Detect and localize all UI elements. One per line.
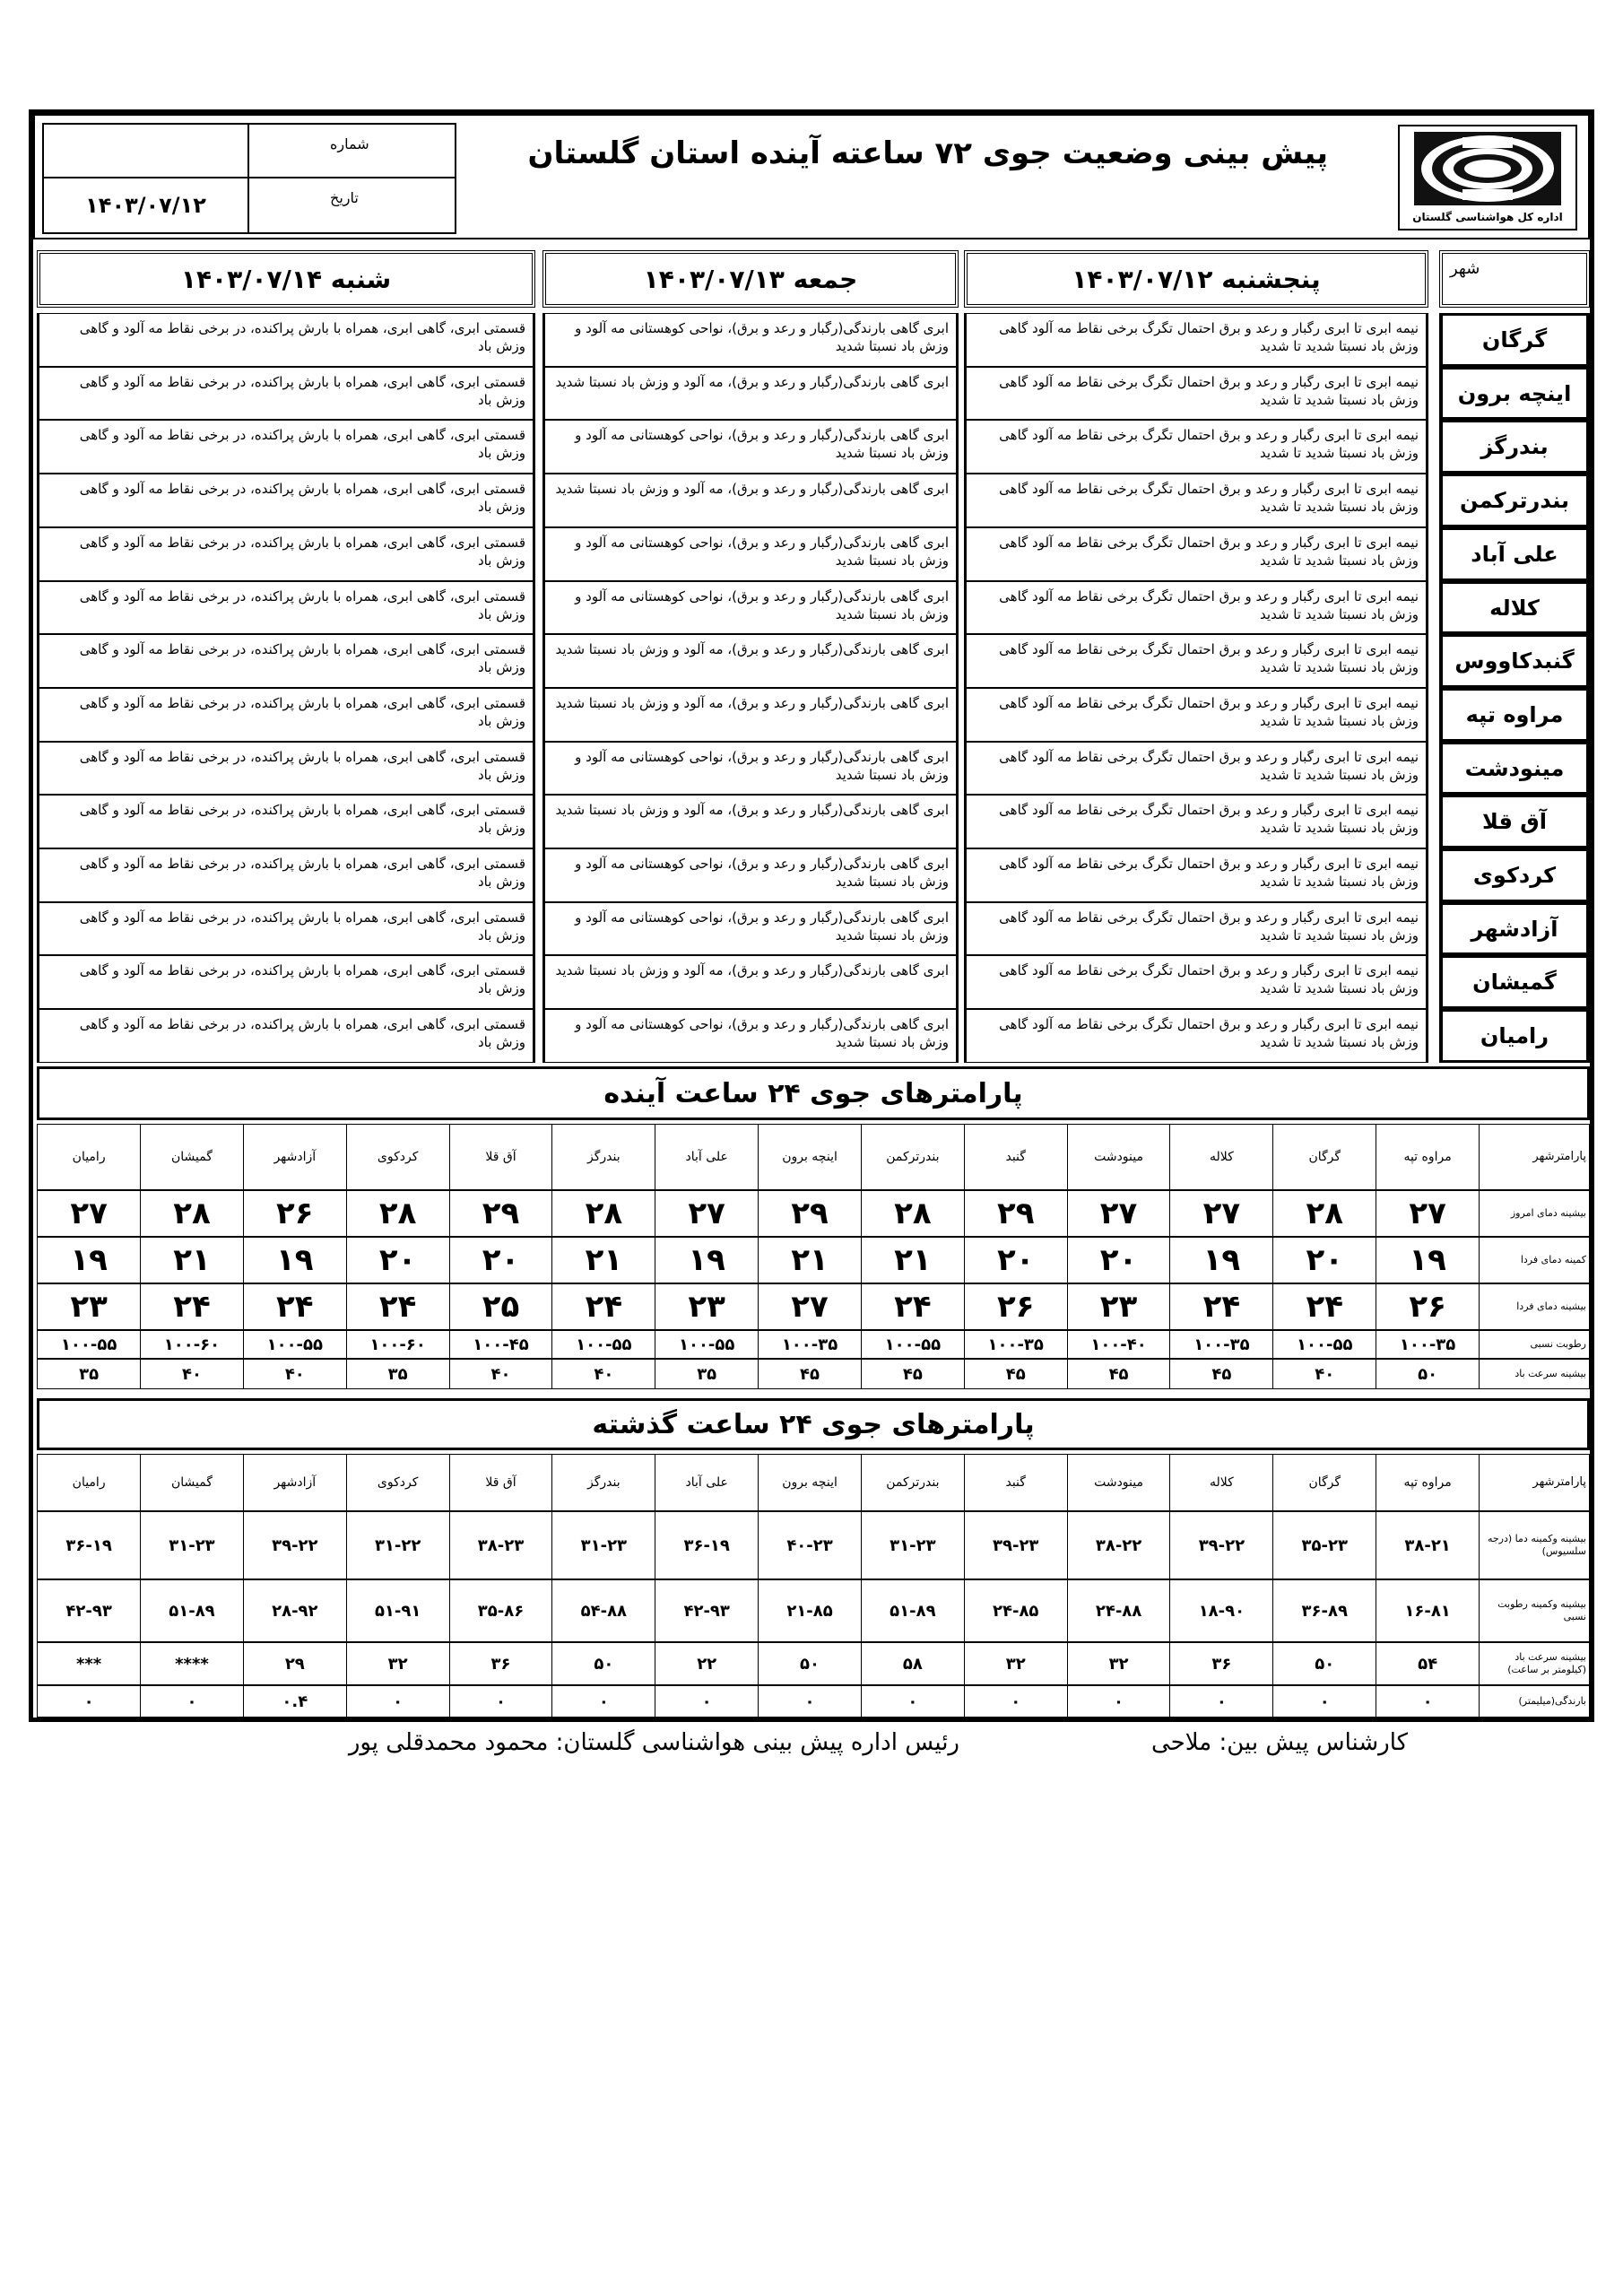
param-value: ۲۶ (964, 1283, 1067, 1330)
next24-row (37, 1330, 1590, 1359)
param-value: ۲۷ (37, 1190, 140, 1237)
param-value: ۰ (449, 1685, 552, 1718)
param-label: بیشینه وکمینه رطوبت نسبی (1479, 1579, 1590, 1642)
param-value: **** (140, 1642, 243, 1685)
past24-title: پارامترهای جوی ۲۴ ساعت گذشته (37, 1398, 1590, 1450)
param-value: ۲۴ (1272, 1283, 1376, 1330)
param-value: ۲۵ (449, 1283, 552, 1330)
forecast-day2: ابری گاهی بارندگی(رگبار و رعد و برق)، نواحی کوهستانی مه آلود و وزش باد نسبتا شدید (542, 742, 959, 795)
past24-header-row (37, 1454, 1590, 1511)
forecast-day1: نیمه ابری تا ابری رگبار و رعد و برق احتمال تگرگ برخی نقاط مه آلود گاهی وزش باد نسبتا شدید تا شدید (964, 955, 1428, 1009)
param-value: ۳۹-۲۳ (964, 1511, 1067, 1579)
forecast-day1: نیمه ابری تا ابری رگبار و رعد و برق احتمال تگرگ برخی نقاط مه آلود گاهی وزش باد نسبتا شدید تا شدید (964, 581, 1428, 634)
city-name: گمیشان (1439, 955, 1590, 1009)
forecast-day2: ابری گاهی بارندگی(رگبار و رعد و برق)، نواحی کوهستانی مه آلود و وزش باد نسبتا شدید (542, 313, 959, 367)
param-value: ۲۴ (551, 1283, 655, 1330)
param-value: ۲۰ (964, 1237, 1067, 1283)
forecast-day3: قسمتی ابری، گاهی ابری، همراه با بارش پراکنده، در برخی نقاط مه آلود و گاهی وزش باد (37, 581, 535, 634)
bulletin-sheet (29, 109, 1594, 1722)
param-city: گنبد (964, 1124, 1067, 1190)
param-value: ۱۰۰-۳۵ (1376, 1330, 1479, 1359)
city-name: گنبدکاووس (1439, 634, 1590, 688)
forecast-day2: ابری گاهی بارندگی(رگبار و رعد و برق)، مه آلود و وزش باد نسبتا شدید (542, 367, 959, 420)
number-label: شماره (249, 125, 455, 178)
param-value: ۲۱ (551, 1237, 655, 1283)
param-label: بیشینه دمای فردا (1479, 1283, 1590, 1330)
number-date-box (42, 123, 456, 234)
param-value: ۱۹ (1169, 1237, 1272, 1283)
param-value: ۳۱-۲۲ (346, 1511, 449, 1579)
param-label: بیشینه سرعت باد (کیلومتر بر ساعت) (1479, 1642, 1590, 1685)
param-value: ۵۱-۸۹ (861, 1579, 964, 1642)
param-value: ۴۰ (140, 1359, 243, 1389)
param-value: ۰ (861, 1685, 964, 1718)
forecast-day2: ابری گاهی بارندگی(رگبار و رعد و برق)، نواحی کوهستانی مه آلود و وزش باد نسبتا شدید (542, 420, 959, 474)
param-corner: پارامترشهر (1479, 1124, 1590, 1190)
param-value: ۲۸-۹۲ (243, 1579, 346, 1642)
param-value: ۲۸ (1272, 1190, 1376, 1237)
param-value: ۲۳ (655, 1283, 758, 1330)
param-value: ۰ (1169, 1685, 1272, 1718)
param-city: اینچه برون (758, 1454, 861, 1511)
past24-row (37, 1511, 1590, 1579)
forecast-day1: نیمه ابری تا ابری رگبار و رعد و برق احتمال تگرگ برخی نقاط مه آلود گاهی وزش باد نسبتا شدید تا شدید (964, 742, 1428, 795)
param-value: ۴۰ (1272, 1359, 1376, 1389)
param-value: ۱۰۰-۶۰ (346, 1330, 449, 1359)
param-value: ۱۸-۹۰ (1169, 1579, 1272, 1642)
day-header-2: جمعه ۱۴۰۳/۰۷/۱۳ (542, 250, 959, 308)
city-name: رامیان (1439, 1009, 1590, 1063)
param-value: ۴۲-۹۳ (655, 1579, 758, 1642)
param-value: ۳۶-۱۹ (655, 1511, 758, 1579)
next24-row (37, 1190, 1590, 1237)
param-value: ۱۹ (1376, 1237, 1479, 1283)
param-city: بندرگز (551, 1454, 655, 1511)
forecast-day3: قسمتی ابری، گاهی ابری، همراه با بارش پراکنده، در برخی نقاط مه آلود و گاهی وزش باد (37, 742, 535, 795)
param-city: اینچه برون (758, 1124, 861, 1190)
param-city: مراوه تپه (1376, 1454, 1479, 1511)
param-value: ۲۳ (1067, 1283, 1170, 1330)
param-value: ۳۵-۸۶ (449, 1579, 552, 1642)
param-value: ۵۱-۹۱ (346, 1579, 449, 1642)
param-value: ۲۶ (243, 1190, 346, 1237)
param-city: علی آباد (655, 1454, 758, 1511)
param-value: ۰.۴ (243, 1685, 346, 1718)
forecast-day1: نیمه ابری تا ابری رگبار و رعد و برق احتمال تگرگ برخی نقاط مه آلود گاهی وزش باد نسبتا شدید تا شدید (964, 420, 1428, 474)
param-city: گرگان (1272, 1124, 1376, 1190)
param-value: ۳۸-۲۲ (1067, 1511, 1170, 1579)
page-title: پیش بینی وضعیت جوی ۷۲ ساعته آینده استان گلستان (527, 135, 1328, 171)
param-value: ۰ (964, 1685, 1067, 1718)
param-value: ۲۹ (758, 1190, 861, 1237)
date-label: تاریخ (330, 189, 359, 206)
param-city: کلاله (1169, 1454, 1272, 1511)
param-value: ۳۹-۲۲ (243, 1511, 346, 1579)
param-value: ۳۶-۱۹ (37, 1511, 140, 1579)
param-value: ۴۵ (964, 1359, 1067, 1389)
forecast-day2: ابری گاهی بارندگی(رگبار و رعد و برق)، نواحی کوهستانی مه آلود و وزش باد نسبتا شدید (542, 581, 959, 634)
param-value: ۰ (1272, 1685, 1376, 1718)
param-value: ۲۲ (655, 1642, 758, 1685)
param-value: ۳۵-۲۳ (1272, 1511, 1376, 1579)
param-label: بارندگی(میلیمتر) (1479, 1685, 1590, 1718)
param-label: بیشینه سرعت باد (1479, 1359, 1590, 1389)
date-value: ۱۴۰۳/۰۷/۱۲ (44, 178, 249, 232)
city-name: اینچه برون (1439, 367, 1590, 420)
forecast-day3: قسمتی ابری، گاهی ابری، همراه با بارش پراکنده، در برخی نقاط مه آلود و گاهی وزش باد (37, 955, 535, 1009)
city-name: علی آباد (1439, 527, 1590, 581)
param-value: ۲۱-۸۵ (758, 1579, 861, 1642)
param-value: ۵۴-۸۸ (551, 1579, 655, 1642)
param-value: ۲۳ (37, 1283, 140, 1330)
param-value: ۳۵ (346, 1359, 449, 1389)
param-value: ۰ (140, 1685, 243, 1718)
param-value: ۰ (551, 1685, 655, 1718)
param-value: ۲۸ (551, 1190, 655, 1237)
forecast-day3: قسمتی ابری، گاهی ابری، همراه با بارش پراکنده، در برخی نقاط مه آلود و گاهی وزش باد (37, 1009, 535, 1063)
param-value: ۲۰ (346, 1237, 449, 1283)
param-city: کردکوی (346, 1124, 449, 1190)
param-value: ۲۷ (1376, 1190, 1479, 1237)
param-value: ۰ (1067, 1685, 1170, 1718)
city-header: شهر (1439, 250, 1590, 308)
param-city: آق قلا (449, 1454, 552, 1511)
param-value: ۳۲ (346, 1642, 449, 1685)
param-value: ۲۰ (1272, 1237, 1376, 1283)
forecast-table (37, 313, 1590, 1063)
param-value: ۲۷ (655, 1190, 758, 1237)
param-corner: پارامترشهر (1479, 1454, 1590, 1511)
param-value: ۴۰-۲۳ (758, 1511, 861, 1579)
param-city: گمیشان (140, 1124, 243, 1190)
forecast-day2: ابری گاهی بارندگی(رگبار و رعد و برق)، مه آلود و وزش باد نسبتا شدید (542, 795, 959, 848)
param-value: ۱۰۰-۴۰ (1067, 1330, 1170, 1359)
param-city: بندرگز (551, 1124, 655, 1190)
param-value: ۱۰۰-۵۵ (551, 1330, 655, 1359)
city-name: مینودشت (1439, 742, 1590, 795)
header-box (33, 114, 1590, 239)
param-city: گمیشان (140, 1454, 243, 1511)
param-city: بندرترکمن (861, 1454, 964, 1511)
forecast-day2: ابری گاهی بارندگی(رگبار و رعد و برق)، نواحی کوهستانی مه آلود و وزش باد نسبتا شدید (542, 902, 959, 955)
param-city: مینودشت (1067, 1454, 1170, 1511)
footer-forecaster: کارشناس پیش بین: ملاحی (1151, 1729, 1408, 1756)
forecast-day2: ابری گاهی بارندگی(رگبار و رعد و برق)، مه آلود و وزش باد نسبتا شدید (542, 634, 959, 688)
forecast-day2: ابری گاهی بارندگی(رگبار و رعد و برق)، مه آلود و وزش باد نسبتا شدید (542, 955, 959, 1009)
next24-table (37, 1124, 1590, 1393)
param-value: ۱۰۰-۳۵ (758, 1330, 861, 1359)
param-value: ۳۲ (964, 1642, 1067, 1685)
city-name: گرگان (1439, 313, 1590, 367)
forecast-day1: نیمه ابری تا ابری رگبار و رعد و برق احتمال تگرگ برخی نقاط مه آلود گاهی وزش باد نسبتا شدید تا شدید (964, 688, 1428, 742)
next24-row (37, 1237, 1590, 1283)
forecast-day1: نیمه ابری تا ابری رگبار و رعد و برق احتمال تگرگ برخی نقاط مه آلود گاهی وزش باد نسبتا شدید تا شدید (964, 1009, 1428, 1063)
param-value: ۰ (346, 1685, 449, 1718)
forecast-day2: ابری گاهی بارندگی(رگبار و رعد و برق)، نواحی کوهستانی مه آلود و وزش باد نسبتا شدید (542, 848, 959, 902)
param-value: ۵۰ (551, 1642, 655, 1685)
logo-caption: اداره کل هواشناسی گلستان (1412, 211, 1563, 223)
param-label: رطوبت نسبی (1479, 1330, 1590, 1359)
param-value: ۵۰ (758, 1642, 861, 1685)
param-value: ۲۱ (758, 1237, 861, 1283)
param-value: ۲۸ (861, 1190, 964, 1237)
param-value: ۵۰ (1272, 1642, 1376, 1685)
param-value: ۱۰۰-۵۵ (1272, 1330, 1376, 1359)
param-value: ۳۸-۲۱ (1376, 1511, 1479, 1579)
param-value: ۰ (655, 1685, 758, 1718)
param-city: آزادشهر (243, 1124, 346, 1190)
param-value: ۳۶-۸۹ (1272, 1579, 1376, 1642)
param-value: ۲۸ (346, 1190, 449, 1237)
param-value: ۴۰ (449, 1359, 552, 1389)
param-label: بیشینه دمای امروز (1479, 1190, 1590, 1237)
param-value: ۲۴ (243, 1283, 346, 1330)
forecast-day3: قسمتی ابری، گاهی ابری، همراه با بارش پراکنده، در برخی نقاط مه آلود و گاهی وزش باد (37, 902, 535, 955)
forecast-day1: نیمه ابری تا ابری رگبار و رعد و برق احتمال تگرگ برخی نقاط مه آلود گاهی وزش باد نسبتا شدید تا شدید (964, 313, 1428, 367)
param-value: ۲۷ (1067, 1190, 1170, 1237)
city-name: مراوه تپه (1439, 688, 1590, 742)
past24-row (37, 1685, 1590, 1718)
param-value: ۲۹ (243, 1642, 346, 1685)
city-name: آق قلا (1439, 795, 1590, 848)
param-value: ۲۱ (861, 1237, 964, 1283)
param-city: گرگان (1272, 1454, 1376, 1511)
param-value: ۵۰ (1376, 1359, 1479, 1389)
param-value: ۴۵ (1067, 1359, 1170, 1389)
next24-row (37, 1359, 1590, 1389)
forecast-day3: قسمتی ابری، گاهی ابری، همراه با بارش پراکنده، در برخی نقاط مه آلود و گاهی وزش باد (37, 634, 535, 688)
param-value: ۱۰۰-۴۵ (449, 1330, 552, 1359)
param-city: کردکوی (346, 1454, 449, 1511)
next24-header-row (37, 1124, 1590, 1190)
param-value: ۲۸ (140, 1190, 243, 1237)
param-value: *** (37, 1642, 140, 1685)
city-name: بندرترکمن (1439, 474, 1590, 527)
forecast-day1: نیمه ابری تا ابری رگبار و رعد و برق احتمال تگرگ برخی نقاط مه آلود گاهی وزش باد نسبتا شدید تا شدید (964, 848, 1428, 902)
param-value: ۳۵ (655, 1359, 758, 1389)
past24-row (37, 1579, 1590, 1642)
param-value: ۱۰۰-۵۵ (655, 1330, 758, 1359)
param-city: مینودشت (1067, 1124, 1170, 1190)
forecast-day3: قسمتی ابری، گاهی ابری، همراه با بارش پراکنده، در برخی نقاط مه آلود و گاهی وزش باد (37, 367, 535, 420)
past24-row (37, 1642, 1590, 1685)
param-value: ۲۴ (140, 1283, 243, 1330)
param-value: ۲۰ (449, 1237, 552, 1283)
param-city: آزادشهر (243, 1454, 346, 1511)
param-value: ۲۹ (964, 1190, 1067, 1237)
forecast-day1: نیمه ابری تا ابری رگبار و رعد و برق احتمال تگرگ برخی نقاط مه آلود گاهی وزش باد نسبتا شدید تا شدید (964, 634, 1428, 688)
footer-head: رئیس اداره پیش بینی هواشناسی گلستان: محمود محمدقلی پور (348, 1729, 959, 1756)
param-value: ۱۹ (655, 1237, 758, 1283)
param-value: ۴۵ (758, 1359, 861, 1389)
param-value: ۳۶ (449, 1642, 552, 1685)
param-city: کلاله (1169, 1124, 1272, 1190)
param-value: ۱۶-۸۱ (1376, 1579, 1479, 1642)
forecast-day1: نیمه ابری تا ابری رگبار و رعد و برق احتمال تگرگ برخی نقاط مه آلود گاهی وزش باد نسبتا شدید تا شدید (964, 527, 1428, 581)
param-city: رامیان (37, 1454, 140, 1511)
param-value: ۴۰ (243, 1359, 346, 1389)
param-label: کمینه دمای فردا (1479, 1237, 1590, 1283)
param-value: ۵۱-۸۹ (140, 1579, 243, 1642)
param-value: ۲۶ (1376, 1283, 1479, 1330)
forecast-day3: قسمتی ابری، گاهی ابری، همراه با بارش پراکنده، در برخی نقاط مه آلود و گاهی وزش باد (37, 848, 535, 902)
forecast-day2: ابری گاهی بارندگی(رگبار و رعد و برق)، مه آلود و وزش باد نسبتا شدید (542, 688, 959, 742)
forecast-day3: قسمتی ابری، گاهی ابری، همراه با بارش پراکنده، در برخی نقاط مه آلود و گاهی وزش باد (37, 474, 535, 527)
param-city: علی آباد (655, 1124, 758, 1190)
param-value: ۲۱ (140, 1237, 243, 1283)
param-value: ۲۴-۸۸ (1067, 1579, 1170, 1642)
param-city: مراوه تپه (1376, 1124, 1479, 1190)
param-value: ۰ (758, 1685, 861, 1718)
param-value: ۱۰۰-۳۵ (964, 1330, 1067, 1359)
param-value: ۰ (1376, 1685, 1479, 1718)
forecast-day3: قسمتی ابری، گاهی ابری، همراه با بارش پراکنده، در برخی نقاط مه آلود و گاهی وزش باد (37, 795, 535, 848)
param-value: ۴۲-۹۳ (37, 1579, 140, 1642)
param-value: ۳۸-۲۳ (449, 1511, 552, 1579)
number-value-cell (44, 125, 249, 178)
day-header-1: پنجشنبه ۱۴۰۳/۰۷/۱۲ (964, 250, 1428, 308)
city-name: آزادشهر (1439, 902, 1590, 955)
forecast-day3: قسمتی ابری، گاهی ابری، همراه با بارش پراکنده، در برخی نقاط مه آلود و گاهی وزش باد (37, 527, 535, 581)
param-label: بیشینه وکمینه دما (درجه سلسیوس) (1479, 1511, 1590, 1579)
param-value: ۲۴ (1169, 1283, 1272, 1330)
param-value: ۵۸ (861, 1642, 964, 1685)
param-value: ۱۰۰-۵۵ (37, 1330, 140, 1359)
param-value: ۰ (37, 1685, 140, 1718)
param-value: ۱۰۰-۵۵ (243, 1330, 346, 1359)
param-city: آق قلا (449, 1124, 552, 1190)
forecast-day3: قسمتی ابری، گاهی ابری، همراه با بارش پراکنده، در برخی نقاط مه آلود و گاهی وزش باد (37, 313, 535, 367)
param-value: ۳۹-۲۲ (1169, 1511, 1272, 1579)
next24-row (37, 1283, 1590, 1330)
param-value: ۵۴ (1376, 1642, 1479, 1685)
param-value: ۴۰ (551, 1359, 655, 1389)
param-value: ۳۱-۲۳ (861, 1511, 964, 1579)
param-value: ۲۴ (346, 1283, 449, 1330)
param-city: رامیان (37, 1124, 140, 1190)
param-value: ۳۲ (1067, 1642, 1170, 1685)
param-value: ۳۱-۲۳ (140, 1511, 243, 1579)
logo (1398, 125, 1577, 230)
forecast-day1: نیمه ابری تا ابری رگبار و رعد و برق احتمال تگرگ برخی نقاط مه آلود گاهی وزش باد نسبتا شدید تا شدید (964, 474, 1428, 527)
param-value: ۱۰۰-۵۵ (861, 1330, 964, 1359)
param-value: ۱۹ (243, 1237, 346, 1283)
forecast-day1: نیمه ابری تا ابری رگبار و رعد و برق احتمال تگرگ برخی نقاط مه آلود گاهی وزش باد نسبتا شدید تا شدید (964, 795, 1428, 848)
param-value: ۱۹ (37, 1237, 140, 1283)
param-value: ۴۵ (861, 1359, 964, 1389)
param-value: ۲۰ (1067, 1237, 1170, 1283)
forecast-day3: قسمتی ابری، گاهی ابری، همراه با بارش پراکنده، در برخی نقاط مه آلود و گاهی وزش باد (37, 420, 535, 474)
param-city: گنبد (964, 1454, 1067, 1511)
param-value: ۳۵ (37, 1359, 140, 1389)
param-value: ۲۴ (861, 1283, 964, 1330)
forecast-day3: قسمتی ابری، گاهی ابری، همراه با بارش پراکنده، در برخی نقاط مه آلود و گاهی وزش باد (37, 688, 535, 742)
param-value: ۲۹ (449, 1190, 552, 1237)
forecast-day2: ابری گاهی بارندگی(رگبار و رعد و برق)، نواحی کوهستانی مه آلود و وزش باد نسبتا شدید (542, 1009, 959, 1063)
city-name: بندرگز (1439, 420, 1590, 474)
param-value: ۲۷ (1169, 1190, 1272, 1237)
forecast-day1: نیمه ابری تا ابری رگبار و رعد و برق احتمال تگرگ برخی نقاط مه آلود گاهی وزش باد نسبتا شدید تا شدید (964, 902, 1428, 955)
param-city: بندرترکمن (861, 1124, 964, 1190)
param-value: ۳۶ (1169, 1642, 1272, 1685)
param-value: ۱۰۰-۶۰ (140, 1330, 243, 1359)
forecast-day2: ابری گاهی بارندگی(رگبار و رعد و برق)، نواحی کوهستانی مه آلود و وزش باد نسبتا شدید (542, 527, 959, 581)
city-name: کلاله (1439, 581, 1590, 634)
city-name: کردکوی (1439, 848, 1590, 902)
param-value: ۳۱-۲۳ (551, 1511, 655, 1579)
past24-table (37, 1454, 1590, 1719)
param-value: ۲۷ (758, 1283, 861, 1330)
day-header-3: شنبه ۱۴۰۳/۰۷/۱۴ (37, 250, 535, 308)
param-value: ۱۰۰-۳۵ (1169, 1330, 1272, 1359)
forecast-day2: ابری گاهی بارندگی(رگبار و رعد و برق)، مه آلود و وزش باد نسبتا شدید (542, 474, 959, 527)
next24-title: پارامترهای جوی ۲۴ ساعت آینده (37, 1066, 1590, 1120)
forecast-day1: نیمه ابری تا ابری رگبار و رعد و برق احتمال تگرگ برخی نقاط مه آلود گاهی وزش باد نسبتا شدید تا شدید (964, 367, 1428, 420)
param-value: ۲۴-۸۵ (964, 1579, 1067, 1642)
param-value: ۴۵ (1169, 1359, 1272, 1389)
